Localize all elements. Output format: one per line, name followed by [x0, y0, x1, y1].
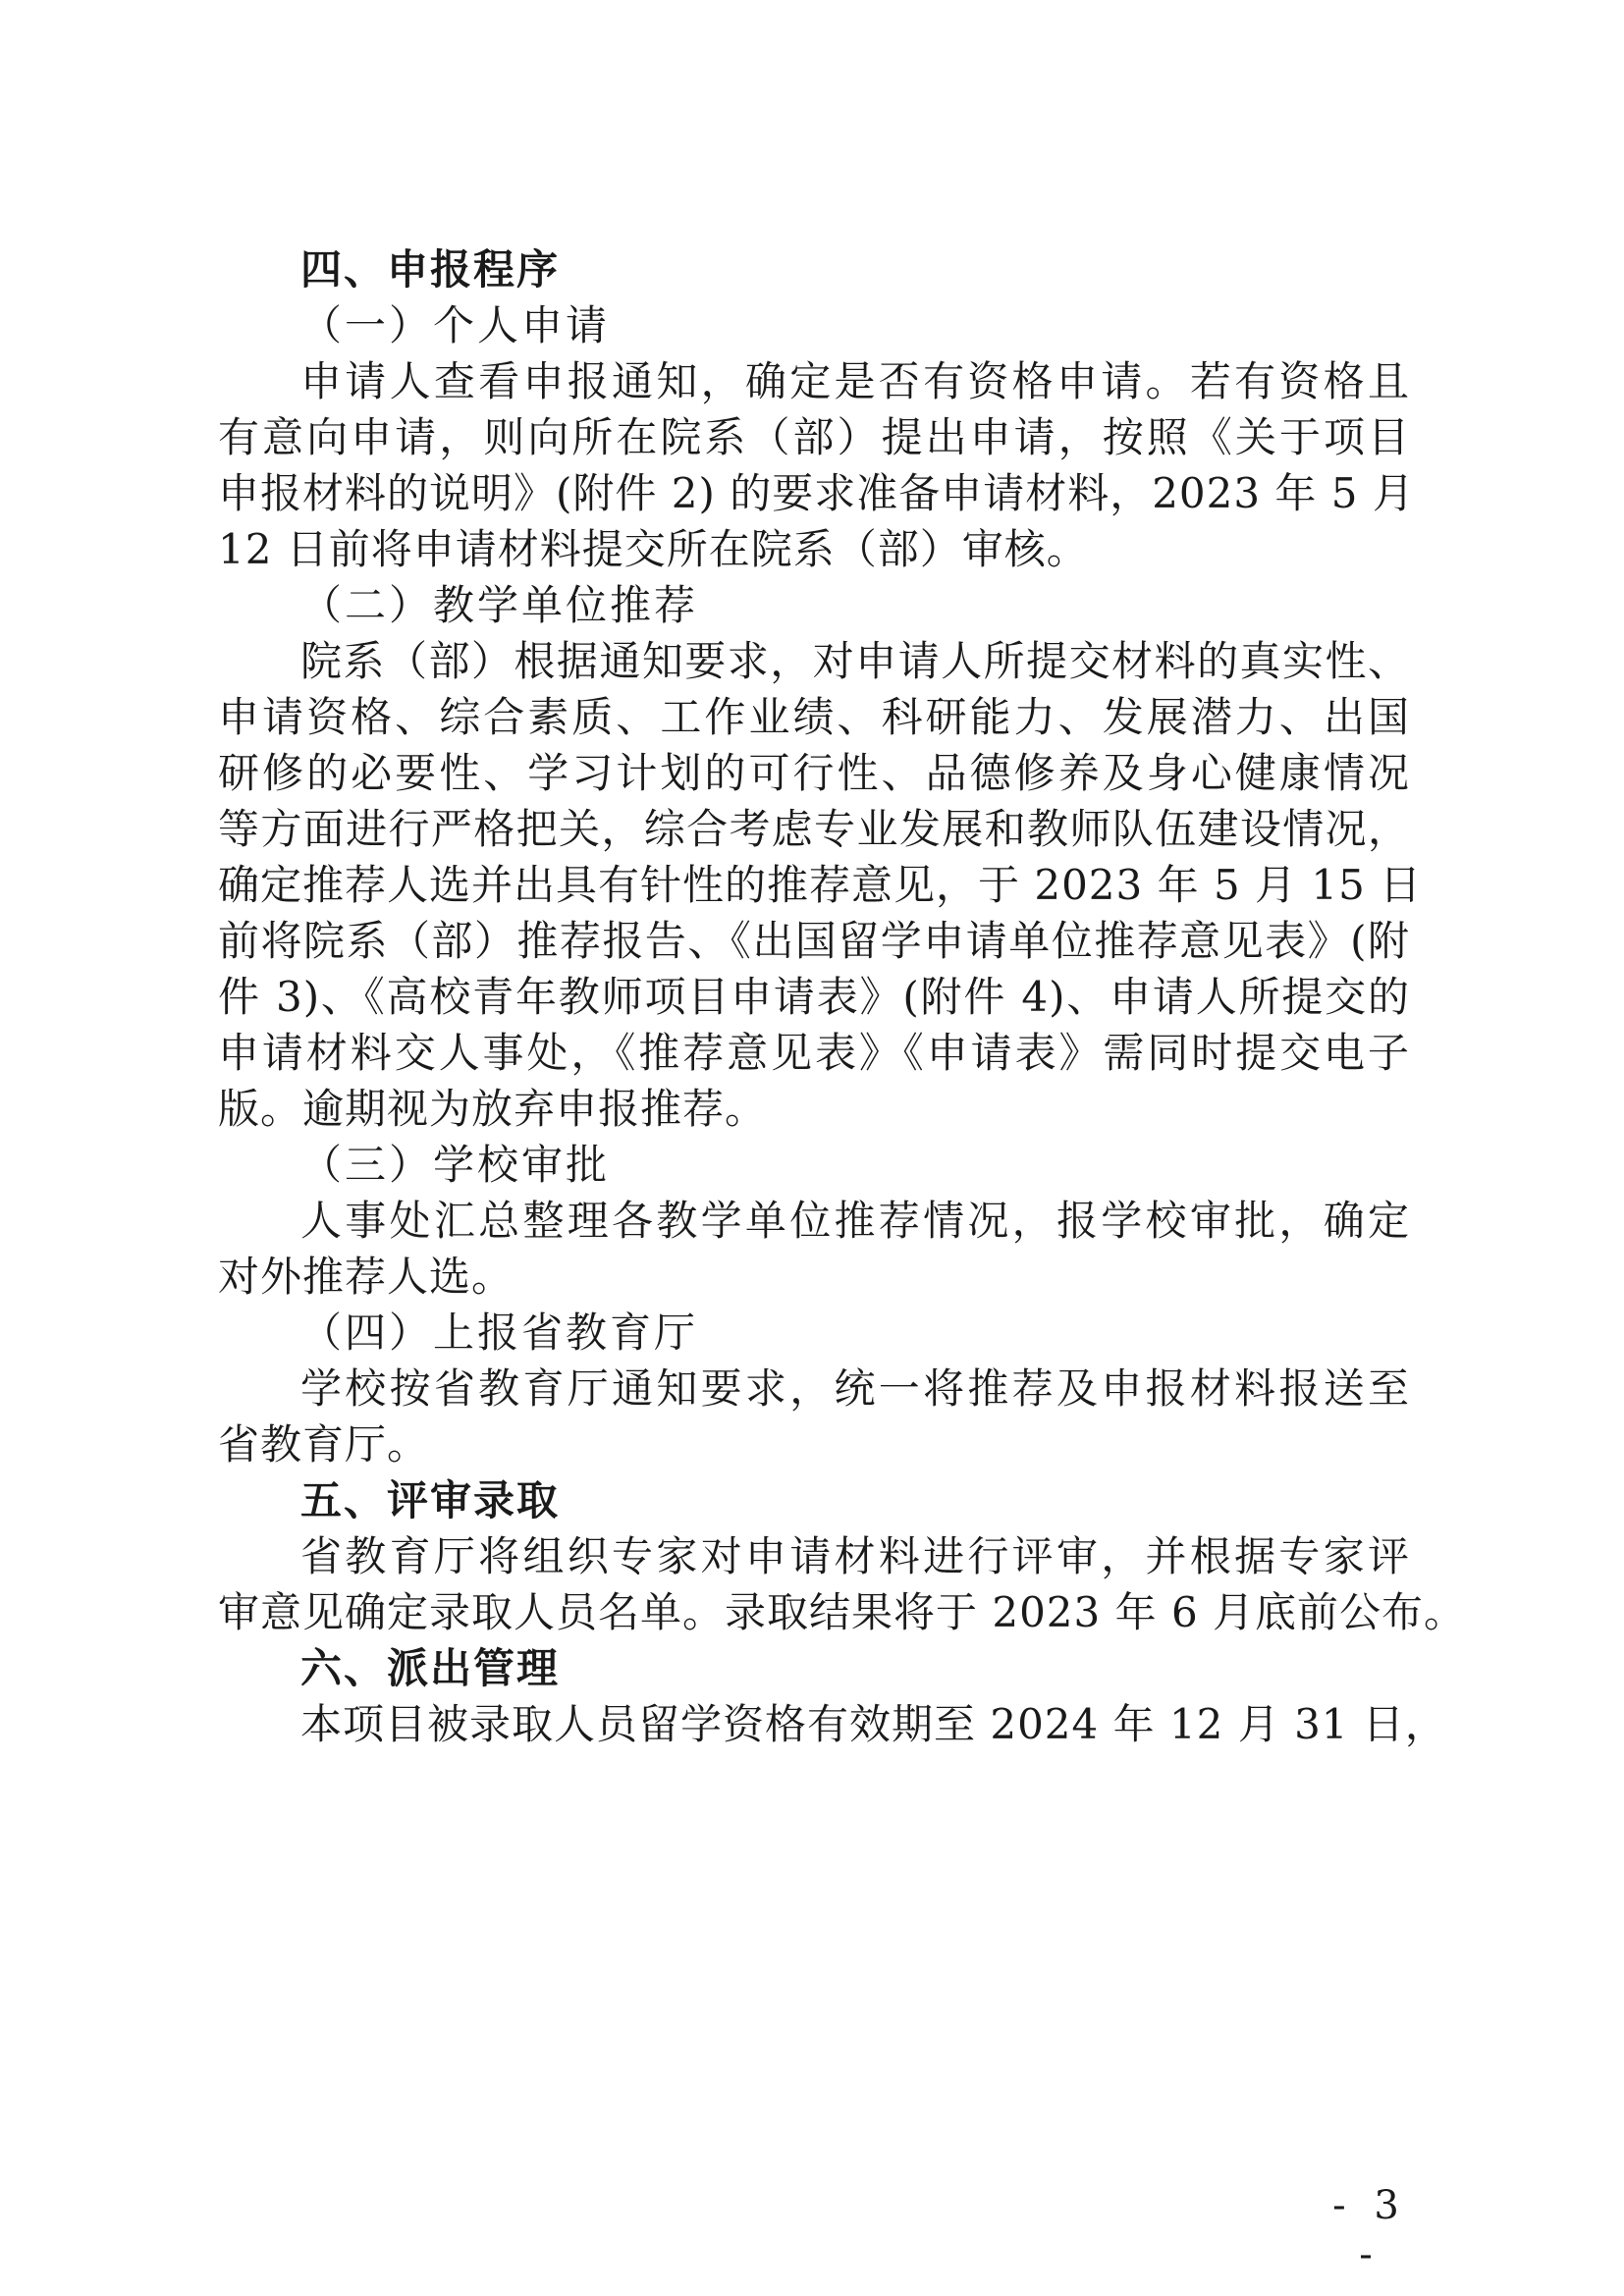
section-heading-review-admission: 五、评审录取	[300, 1476, 561, 1524]
paragraph-line: 研修的必要性、学习计划的可行性、品德修养及身心健康情况	[218, 749, 1410, 797]
paragraph-line: 人事处汇总整理各教学单位推荐情况，报学校审批，确定	[300, 1197, 1410, 1245]
paragraph-line: 院系（部）根据通知要求，对申请人所提交材料的真实性、	[300, 637, 1410, 685]
paragraph-line: 省教育厅。	[218, 1420, 430, 1468]
paragraph-line: 审意见确定录取人员名单。录取结果将于 2023 年 6 月底前公布。	[218, 1588, 1467, 1636]
section-heading-dispatch-management: 六、派出管理	[300, 1644, 561, 1692]
paragraph-line: 前将院系（部）推荐报告、《出国留学申请单位推荐意见表》(附	[218, 917, 1410, 965]
paragraph-line: 申请人查看申报通知，确定是否有资格申请。若有资格且	[300, 357, 1410, 405]
paragraph-line: 12 日前将申请材料提交所在院系（部）审核。	[218, 525, 1089, 573]
paragraph-line: 版。逾期视为放弃申报推荐。	[218, 1085, 768, 1133]
paragraph-line: 本项目被录取人员留学资格有效期至 2024 年 12 月 31 日，	[300, 1700, 1447, 1748]
paragraph-line: 申请材料交人事处，《推荐意见表》《申请表》需同时提交电子	[218, 1029, 1410, 1077]
page-number: - 3 -	[1332, 2183, 1407, 2277]
paragraph-line: 确定推荐人选并出具有针性的推荐意见，于 2023 年 5 月 15 日	[218, 861, 1423, 909]
paragraph-line: 省教育厅将组织专家对申请材料进行评审，并根据专家评	[300, 1532, 1410, 1580]
paragraph-line: 有意向申请，则向所在院系（部）提出申请，按照《关于项目	[218, 413, 1410, 461]
paragraph-line: 学校按省教育厅通知要求，统一将推荐及申报材料报送至	[300, 1364, 1410, 1413]
paragraph-line: 申请资格、综合素质、工作业绩、科研能力、发展潜力、出国	[218, 693, 1410, 741]
paragraph-line: 件 3)、《高校青年教师项目申请表》(附件 4)、申请人所提交的	[218, 973, 1410, 1021]
subsection-heading-school-approval: （三）学校审批	[300, 1141, 611, 1189]
paragraph-line: 等方面进行严格把关，综合考虑专业发展和教师队伍建设情况，	[218, 805, 1410, 853]
subsection-heading-report-to-department: （四）上报省教育厅	[300, 1308, 699, 1357]
paragraph-line: 申报材料的说明》(附件 2) 的要求准备申请材料，2023 年 5 月	[218, 469, 1415, 517]
section-heading-application-procedure: 四、申报程序	[300, 245, 561, 294]
subsection-heading-individual-application: （一）个人申请	[300, 301, 611, 349]
subsection-heading-unit-recommendation: （二）教学单位推荐	[300, 581, 699, 629]
paragraph-line: 对外推荐人选。	[218, 1253, 514, 1301]
